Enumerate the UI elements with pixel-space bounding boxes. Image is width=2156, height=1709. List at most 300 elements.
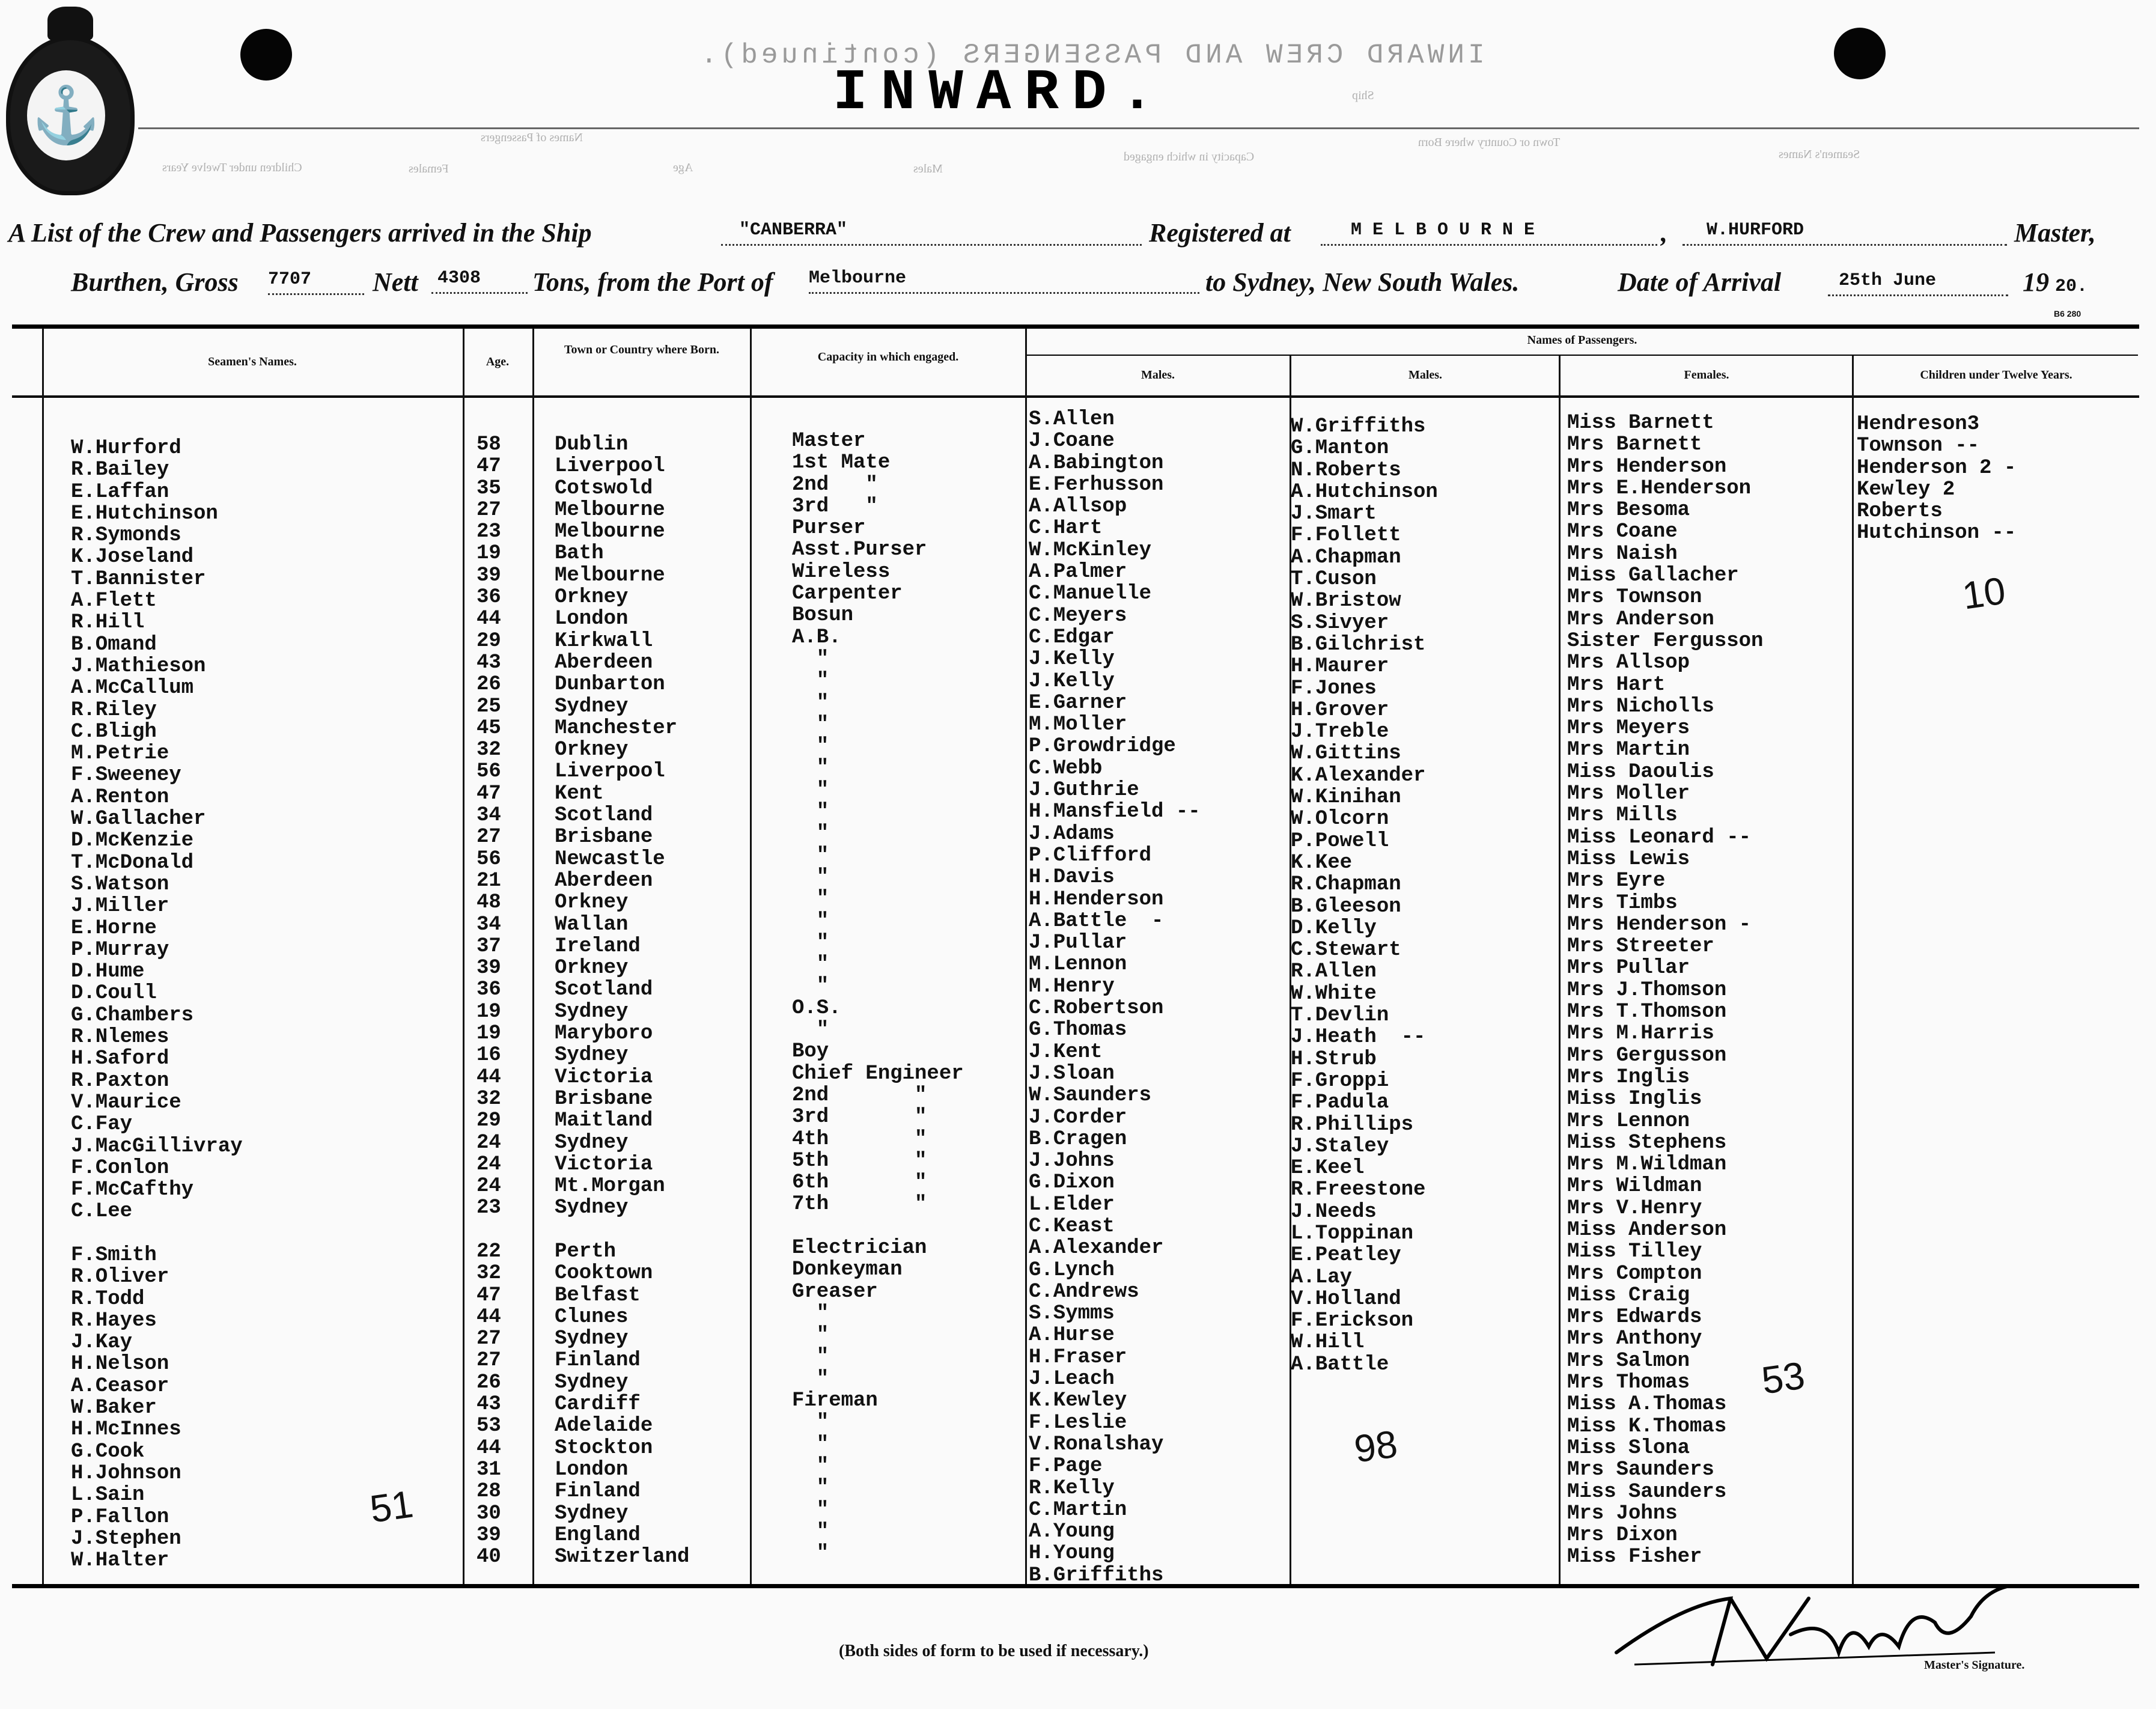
column-divider bbox=[532, 328, 534, 1584]
table-row: Maitland bbox=[555, 1109, 653, 1133]
table-row: M.Petrie bbox=[71, 742, 169, 766]
table-row: C.Bligh bbox=[71, 720, 157, 743]
destination-label: to Sydney, New South Wales. bbox=[1205, 267, 1520, 297]
nett-label: Nett bbox=[373, 267, 418, 297]
table-row: Mrs Streeter bbox=[1567, 935, 1714, 958]
table-row: " bbox=[792, 647, 829, 671]
table-row: Miss K.Thomas bbox=[1567, 1415, 1727, 1438]
table-row: K.Joseland bbox=[71, 546, 194, 569]
table-row: 23 bbox=[477, 1196, 501, 1220]
table-row: F.Conlon bbox=[71, 1156, 169, 1180]
table-row: Mrs T.Thomson bbox=[1567, 1001, 1727, 1024]
table-row: Orkney bbox=[555, 739, 629, 762]
table-row: B.Omand bbox=[71, 633, 157, 656]
arrival-date-field bbox=[1828, 270, 2008, 296]
bleed-through-label: Names of Passengers bbox=[481, 131, 583, 144]
table-row: R.Bailey bbox=[71, 458, 169, 482]
table-row: J.Miller bbox=[71, 895, 169, 918]
column-divider bbox=[750, 328, 752, 1584]
table-row: " bbox=[792, 800, 829, 824]
table-row: Newcastle bbox=[555, 847, 665, 871]
table-row: E.Keel bbox=[1291, 1157, 1365, 1180]
table-row: " bbox=[792, 1324, 829, 1347]
bleed-through-label: Ship bbox=[1352, 89, 1374, 102]
table-row: " bbox=[792, 1433, 829, 1456]
table-row: Melbourne bbox=[555, 498, 665, 522]
table-row: Switzerland bbox=[555, 1546, 690, 1569]
table-row: Melbourne bbox=[555, 520, 665, 544]
table-row: Roberts bbox=[1857, 500, 1943, 523]
table-row: A.Chapman bbox=[1291, 546, 1401, 569]
table-row: 1st Mate bbox=[792, 451, 891, 475]
year-suffix: 20. bbox=[2055, 276, 2088, 297]
nett-tons-field bbox=[431, 268, 528, 294]
table-row: 25 bbox=[477, 695, 501, 718]
header-capacity: Capacity in which engaged. bbox=[817, 350, 959, 364]
table-row: 58 bbox=[477, 433, 501, 456]
table-row: M.Moller bbox=[1029, 713, 1127, 737]
table-row: 53 bbox=[477, 1415, 501, 1438]
table-row: Wallan bbox=[555, 913, 629, 936]
table-row: 39 bbox=[477, 1523, 501, 1547]
table-row: " bbox=[792, 1476, 829, 1500]
table-row: W.Gallacher bbox=[71, 808, 206, 831]
table-row: Miss Craig bbox=[1567, 1284, 1690, 1307]
table-row: Mrs Eyre bbox=[1567, 870, 1666, 893]
table-row: F.Padula bbox=[1291, 1091, 1389, 1115]
table-row: Cotswold bbox=[555, 477, 653, 500]
table-row: J.Leach bbox=[1029, 1368, 1115, 1391]
table-row: D.McKenzie bbox=[71, 829, 194, 853]
table-row: Mrs Gergusson bbox=[1567, 1044, 1727, 1067]
table-row: 32 bbox=[477, 1087, 501, 1110]
table-row: 29 bbox=[477, 629, 501, 653]
table-row: O.S. bbox=[792, 996, 841, 1020]
table-row: A.Babington bbox=[1029, 451, 1164, 475]
table-row: 47 bbox=[477, 1284, 501, 1307]
table-row: Miss Daoulis bbox=[1567, 760, 1714, 784]
table-row: 36 bbox=[477, 586, 501, 609]
table-row: 39 bbox=[477, 564, 501, 587]
table-row: Mrs Anderson bbox=[1567, 608, 1714, 631]
table-row: C.Fay bbox=[71, 1113, 133, 1136]
table-row: K.Alexander bbox=[1291, 764, 1426, 787]
table-row: C.Lee bbox=[71, 1200, 133, 1223]
table-row: Miss Barnett bbox=[1567, 412, 1714, 434]
table-top-rule bbox=[12, 324, 2139, 329]
table-row: E.Ferhusson bbox=[1029, 473, 1164, 496]
column-divider bbox=[42, 328, 44, 1584]
table-row: Liverpool bbox=[555, 455, 665, 478]
table-row: J.Mathieson bbox=[71, 654, 206, 678]
header-males-2: Males. bbox=[1408, 368, 1443, 382]
table-row: Mrs Lennon bbox=[1567, 1109, 1690, 1133]
table-row: D.Hume bbox=[71, 960, 145, 984]
table-row: J.Adams bbox=[1029, 822, 1115, 845]
table-row: 16 bbox=[477, 1044, 501, 1067]
bleed-through-label: Males bbox=[913, 162, 943, 175]
table-row: F.Follett bbox=[1291, 524, 1401, 547]
table-row: 29 bbox=[477, 1109, 501, 1133]
table-row: 44 bbox=[477, 1436, 501, 1460]
column-divider bbox=[1559, 356, 1561, 1584]
table-row: 45 bbox=[477, 716, 501, 740]
ship-name-field bbox=[721, 220, 1142, 246]
table-row: P.Powell bbox=[1291, 829, 1389, 853]
table-row: C.Stewart bbox=[1291, 939, 1401, 962]
female-passengers-column bbox=[1567, 412, 1763, 1568]
crew-tally-handwritten: 51 bbox=[367, 1482, 416, 1531]
table-row: England bbox=[555, 1523, 641, 1547]
table-row: London bbox=[555, 1458, 629, 1481]
table-row: J.Kelly bbox=[1029, 669, 1115, 693]
table-row: " bbox=[792, 735, 829, 758]
table-row: E.Hutchinson bbox=[71, 502, 218, 525]
table-row: Greaser bbox=[792, 1280, 878, 1303]
table-row: Brisbane bbox=[555, 826, 653, 849]
table-row: W.Gittins bbox=[1291, 742, 1401, 766]
table-row: " bbox=[792, 931, 829, 954]
table-row: Miss Anderson bbox=[1567, 1218, 1727, 1241]
table-row: Miss Slona bbox=[1567, 1436, 1690, 1460]
table-row: Mrs Naish bbox=[1567, 542, 1678, 565]
table-row: Mrs Moller bbox=[1567, 782, 1690, 806]
table-row: Ireland bbox=[555, 934, 641, 958]
table-row: " bbox=[792, 953, 829, 976]
table-row: W.Hurford bbox=[71, 437, 181, 460]
male-passengers-column-2 bbox=[1291, 416, 1438, 1375]
table-row: C.Edgar bbox=[1029, 626, 1115, 649]
table-row: 35 bbox=[477, 477, 501, 500]
table-row: J.Guthrie bbox=[1029, 779, 1139, 802]
table-row: 39 bbox=[477, 957, 501, 980]
table-row: Master bbox=[792, 430, 866, 452]
master-label: Master, bbox=[2014, 218, 2096, 248]
table-row: M.Lennon bbox=[1029, 953, 1127, 976]
table-row: Purser bbox=[792, 517, 866, 540]
table-row: 27 bbox=[477, 826, 501, 849]
table-row: Townson -- bbox=[1857, 434, 1980, 458]
table-row: " bbox=[792, 888, 829, 911]
table-row: H.Grover bbox=[1291, 698, 1389, 722]
table-row: B.Gleeson bbox=[1291, 895, 1401, 918]
table-row: J.Kelly bbox=[1029, 648, 1115, 671]
table-row: Bosun bbox=[792, 604, 854, 627]
punch-hole-left bbox=[240, 29, 292, 81]
table-row: S.Watson bbox=[71, 873, 169, 896]
children-tally-handwritten: 10 bbox=[1960, 568, 2008, 618]
table-row: B.Gilchrist bbox=[1291, 633, 1426, 656]
table-row: Aberdeen bbox=[555, 869, 653, 892]
table-row: G.Dixon bbox=[1029, 1171, 1115, 1195]
table-row: Mrs Martin bbox=[1567, 739, 1690, 762]
table-row: " bbox=[792, 865, 829, 889]
crew-names-column bbox=[71, 437, 243, 1571]
table-row: J.Pullar bbox=[1029, 931, 1127, 955]
table-row: Mrs E.Henderson bbox=[1567, 477, 1752, 500]
table-row: A.Hurse bbox=[1029, 1324, 1115, 1347]
heading-rule bbox=[138, 127, 2139, 129]
crew-ages-column bbox=[477, 434, 501, 1568]
table-row: Mrs Allsop bbox=[1567, 651, 1690, 675]
table-row: 43 bbox=[477, 1393, 501, 1416]
signature-stroke bbox=[1610, 1580, 2031, 1671]
table-row: G.Lynch bbox=[1029, 1258, 1115, 1282]
table-row: 37 bbox=[477, 934, 501, 958]
gross-tons-value: 7707 bbox=[268, 269, 312, 290]
table-row: R.Hill bbox=[71, 611, 145, 635]
table-row: A.McCallum bbox=[71, 677, 194, 700]
table-row: J.Kent bbox=[1029, 1040, 1103, 1064]
table-row: 22 bbox=[477, 1240, 501, 1263]
table-row: V.Ronalshay bbox=[1029, 1433, 1164, 1456]
table-row: W.McKinley bbox=[1029, 538, 1152, 562]
table-row: H.Saford bbox=[71, 1047, 169, 1071]
table-row: Miss Tilley bbox=[1567, 1240, 1702, 1264]
table-row: Kent bbox=[555, 782, 604, 805]
table-row: " bbox=[792, 1542, 829, 1565]
table-row: W.Hill bbox=[1291, 1331, 1365, 1354]
table-row: Perth bbox=[555, 1240, 617, 1263]
table-row: C.Martin bbox=[1029, 1498, 1127, 1522]
table-row: Sydney bbox=[555, 1371, 629, 1394]
table-row: A.Lay bbox=[1291, 1266, 1353, 1289]
table-row: Sister Fergusson bbox=[1567, 629, 1764, 653]
table-row: Mrs Saunders bbox=[1567, 1458, 1714, 1482]
table-row: K.Kewley bbox=[1029, 1389, 1127, 1413]
table-row: 19 bbox=[477, 1022, 501, 1046]
nett-tons-value: 4308 bbox=[437, 268, 481, 288]
table-row: W.Baker bbox=[71, 1397, 157, 1420]
table-row: P.Murray bbox=[71, 938, 169, 961]
master-name-value: W.HURFORD bbox=[1707, 220, 1804, 240]
table-row: 27 bbox=[477, 498, 501, 522]
table-row: Miss Gallacher bbox=[1567, 564, 1739, 588]
table-row: Mrs Wildman bbox=[1567, 1175, 1702, 1198]
table-row: D.Coull bbox=[71, 982, 157, 1005]
table-row: Melbourne bbox=[555, 564, 665, 587]
table-row: " bbox=[792, 1019, 829, 1042]
table-row: J.Kay bbox=[71, 1331, 133, 1354]
table-row: Adelaide bbox=[555, 1415, 653, 1438]
table-row: Carpenter bbox=[792, 582, 903, 606]
table-row: Orkney bbox=[555, 957, 629, 980]
crew-towns-column bbox=[555, 434, 689, 1568]
table-row: S.Sivyer bbox=[1291, 611, 1389, 635]
table-row: T.Devlin bbox=[1291, 1004, 1389, 1028]
table-row: Mrs Barnett bbox=[1567, 433, 1702, 457]
table-row: 3rd " bbox=[792, 495, 878, 518]
table-row: E.Peatley bbox=[1291, 1244, 1401, 1267]
male-tally-handwritten: 98 bbox=[1351, 1422, 1400, 1471]
table-row: Mrs Besoma bbox=[1567, 499, 1690, 522]
table-row: " bbox=[792, 778, 829, 802]
table-row: 56 bbox=[477, 760, 501, 784]
table-row: J.Corder bbox=[1029, 1106, 1127, 1129]
column-divider bbox=[463, 328, 464, 1584]
table-row: A.Young bbox=[1029, 1520, 1115, 1544]
table-row: " bbox=[792, 822, 829, 845]
table-row: Sydney bbox=[555, 695, 629, 718]
registered-port-value: M E L B O U R N E bbox=[1351, 220, 1535, 240]
table-row: Brisbane bbox=[555, 1087, 653, 1110]
table-row: 24 bbox=[477, 1131, 501, 1154]
master-name-field bbox=[1682, 220, 2007, 246]
table-row: W.Olcorn bbox=[1291, 808, 1389, 831]
table-row: P.Growdridge bbox=[1029, 735, 1176, 758]
table-row: H.McInnes bbox=[71, 1418, 181, 1442]
table-row: Clunes bbox=[555, 1305, 629, 1329]
table-row: J.MacGillivray bbox=[71, 1135, 243, 1158]
header-age: Age. bbox=[486, 355, 510, 368]
table-row: 48 bbox=[477, 891, 501, 915]
table-row: J.Staley bbox=[1291, 1135, 1389, 1158]
table-row: R.Phillips bbox=[1291, 1113, 1414, 1136]
anchor-icon: ⚓ bbox=[27, 70, 105, 160]
header-males-1: Males. bbox=[1140, 368, 1175, 382]
table-row: 6th " bbox=[792, 1171, 927, 1195]
table-row: Miss Lewis bbox=[1567, 847, 1690, 871]
table-row: Scotland bbox=[555, 978, 653, 1002]
table-row: Mrs Townson bbox=[1567, 586, 1702, 609]
table-row: Mrs Thomas bbox=[1567, 1371, 1690, 1395]
table-row: Fireman bbox=[792, 1389, 878, 1413]
table-row: 34 bbox=[477, 804, 501, 827]
table-row: " bbox=[792, 1498, 829, 1522]
table-row: Hutchinson -- bbox=[1857, 522, 2017, 545]
table-row: Mrs Coane bbox=[1567, 520, 1678, 544]
table-row: R.Freestone bbox=[1291, 1178, 1426, 1202]
table-row: Miss Stephens bbox=[1567, 1131, 1727, 1154]
table-row: J.Heath -- bbox=[1291, 1026, 1426, 1049]
table-row: 36 bbox=[477, 978, 501, 1002]
table-row: L.Toppinan bbox=[1291, 1222, 1414, 1245]
table-row: H.Maurer bbox=[1291, 655, 1389, 678]
table-row: Miss Inglis bbox=[1567, 1088, 1702, 1111]
table-row: J.Coane bbox=[1029, 430, 1115, 453]
table-row: Mrs Pullar bbox=[1567, 957, 1690, 980]
table-row: Sydney bbox=[555, 1131, 629, 1154]
table-row: 2nd " bbox=[792, 473, 878, 496]
table-row: R.Kelly bbox=[1029, 1476, 1115, 1500]
table-row: F.Leslie bbox=[1029, 1411, 1127, 1434]
table-row: Mrs V.Henry bbox=[1567, 1196, 1702, 1220]
table-row: W.Halter bbox=[71, 1549, 169, 1573]
table-row: 44 bbox=[477, 1305, 501, 1329]
table-row: 27 bbox=[477, 1349, 501, 1372]
table-row: Aberdeen bbox=[555, 651, 653, 674]
table-row: Finland bbox=[555, 1349, 641, 1372]
table-row: 7th " bbox=[792, 1193, 927, 1216]
column-divider bbox=[1025, 328, 1027, 1584]
table-row: R.Chapman bbox=[1291, 873, 1401, 897]
table-row: H.Young bbox=[1029, 1542, 1115, 1565]
table-row: Finland bbox=[555, 1480, 641, 1503]
list-intro-label: A List of the Crew and Passengers arrived in the Ship bbox=[8, 218, 592, 248]
table-row: G.Chambers bbox=[71, 1004, 194, 1027]
comma-separator: , bbox=[1661, 218, 1667, 248]
table-row: Wireless bbox=[792, 560, 891, 583]
ship-name-value: "CANBERRA" bbox=[739, 220, 848, 240]
maritime-seal-emblem bbox=[6, 36, 135, 195]
table-row: H.Henderson bbox=[1029, 888, 1164, 911]
table-row: " bbox=[792, 1411, 829, 1434]
year-prefix: 19 bbox=[2023, 267, 2049, 297]
table-row: S.Allen bbox=[1029, 408, 1115, 431]
table-row: " bbox=[792, 1367, 829, 1391]
table-row: F.Sweeney bbox=[71, 764, 181, 787]
table-row: A.Battle bbox=[1291, 1353, 1389, 1376]
table-row: W.White bbox=[1291, 982, 1377, 1005]
female-tally-handwritten: 53 bbox=[1759, 1353, 1807, 1403]
table-row: D.Kelly bbox=[1291, 916, 1377, 940]
table-row: 21 bbox=[477, 869, 501, 892]
table-row: F.Smith bbox=[71, 1243, 157, 1267]
table-row: V.Holland bbox=[1291, 1287, 1401, 1311]
table-row: J.Stephen bbox=[71, 1527, 181, 1550]
bleed-through-label: Age bbox=[673, 161, 693, 174]
table-row: Orkney bbox=[555, 891, 629, 915]
table-row: " bbox=[792, 1520, 829, 1543]
from-port-value: Melbourne bbox=[809, 268, 907, 288]
table-row: Miss Leonard -- bbox=[1567, 826, 1752, 849]
table-row: Sydney bbox=[555, 1000, 629, 1023]
table-row: " bbox=[792, 844, 829, 867]
arrival-date-label: Date of Arrival bbox=[1618, 267, 1782, 297]
table-row: Kewley 2 bbox=[1857, 478, 1955, 501]
table-row: " bbox=[792, 1345, 829, 1369]
table-row: " bbox=[792, 713, 829, 736]
table-row: 26 bbox=[477, 673, 501, 696]
table-row: T.Bannister bbox=[71, 567, 206, 591]
table-row: Cardiff bbox=[555, 1393, 641, 1416]
table-row: Hendreson3 bbox=[1857, 413, 1980, 436]
table-row: H.Fraser bbox=[1029, 1345, 1127, 1369]
table-row: Sydney bbox=[555, 1196, 629, 1220]
table-row: E.Horne bbox=[71, 916, 157, 940]
table-row: A.Hutchinson bbox=[1291, 480, 1438, 504]
punch-hole-right bbox=[1834, 28, 1886, 79]
table-row: A.Renton bbox=[71, 785, 169, 809]
form-code: B6 280 bbox=[2054, 309, 2081, 318]
table-row: Mrs Nicholls bbox=[1567, 695, 1714, 718]
table-row: G.Cook bbox=[71, 1440, 145, 1463]
bleed-through-label: Females bbox=[409, 162, 449, 175]
registered-label: Registered at bbox=[1149, 218, 1291, 248]
arrival-date-value: 25th June bbox=[1839, 270, 1937, 291]
table-row: A.Palmer bbox=[1029, 561, 1127, 584]
table-row: Sydney bbox=[555, 1044, 629, 1067]
table-row: Mrs Mills bbox=[1567, 804, 1678, 827]
table-row bbox=[71, 1223, 243, 1244]
table-row: Mrs Timbs bbox=[1567, 891, 1678, 915]
bleed-through-label: Town or Country where Born bbox=[1418, 136, 1561, 149]
header-names-of-passengers: Names of Passengers. bbox=[1527, 334, 1637, 347]
table-row: J.Needs bbox=[1291, 1200, 1377, 1223]
table-row bbox=[792, 1216, 964, 1237]
table-row: F.McCafthy bbox=[71, 1178, 194, 1202]
table-row: 30 bbox=[477, 1502, 501, 1525]
table-row: R.Symonds bbox=[71, 524, 181, 547]
table-row: F.Erickson bbox=[1291, 1309, 1414, 1333]
table-row: J.Treble bbox=[1291, 720, 1389, 744]
table-row: T.McDonald bbox=[71, 851, 194, 874]
table-row: B.Cragen bbox=[1029, 1127, 1127, 1151]
table-row: Mrs Johns bbox=[1567, 1502, 1678, 1525]
table-row: " bbox=[792, 909, 829, 933]
table-header-rule bbox=[12, 395, 2139, 398]
table-row: 2nd " bbox=[792, 1083, 927, 1107]
